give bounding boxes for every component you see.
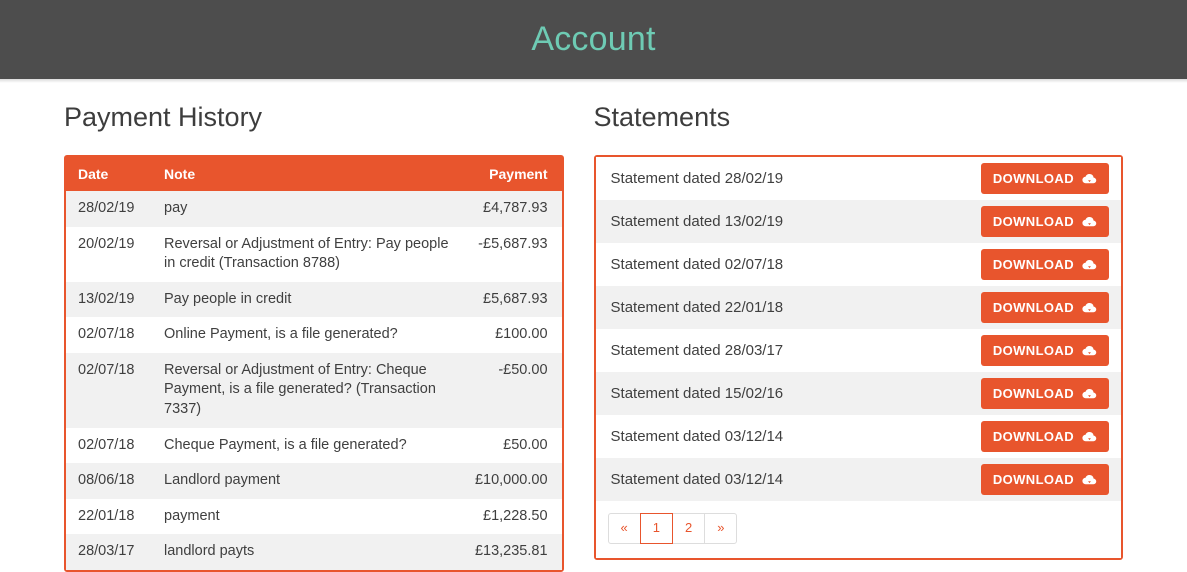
cloud-download-icon [1082,474,1097,486]
cell-date: 02/07/18 [78,361,135,378]
table-row [66,282,562,318]
cell-date: 08/06/18 [78,472,135,489]
pagination-page-2[interactable]: 2 [672,513,705,544]
pagination [596,501,1121,558]
table-row [66,317,562,353]
cell-payment: £4,787.93 [483,200,548,216]
statement-label: Statement dated 13/02/19 [610,213,784,230]
download-button-label: DOWNLOAD [992,386,1074,401]
cloud-download-icon [1082,431,1097,443]
payment-history-section [64,83,564,572]
download-button-label: DOWNLOAD [992,472,1074,487]
download-button[interactable] [981,464,1109,495]
payment-history-title: Payment History [64,102,263,132]
statements-section [594,83,1123,572]
download-button[interactable] [981,378,1109,409]
pagination-prev[interactable]: « [608,513,641,544]
table-row [66,191,562,227]
cell-note: Cheque Payment, is a file generated? [164,436,407,453]
cell-date: 20/02/19 [78,235,135,252]
page-title: Account [531,20,656,58]
statement-label: Statement dated 02/07/18 [610,256,784,273]
list-item [596,415,1121,458]
list-item [596,200,1121,243]
statement-label: Statement dated 22/01/18 [610,299,784,316]
download-button[interactable] [981,163,1109,194]
cell-payment: £1,228.50 [483,507,548,524]
cell-date: 28/02/19 [78,200,135,216]
cell-date: 13/02/19 [78,290,135,307]
main-content [0,83,1187,572]
download-button-label: DOWNLOAD [992,257,1074,272]
cell-payment: £13,235.81 [474,543,548,560]
download-button-label: DOWNLOAD [992,214,1074,229]
statement-label: Statement dated 03/12/14 [610,471,784,488]
cloud-download-icon [1082,345,1097,357]
cell-note: Reversal or Adjustment of Entry: Cheque Payment, is a file generated? (Transaction 7337) [164,361,436,417]
download-button[interactable] [981,421,1109,452]
table-row [66,534,562,570]
statements-title: Statements [593,102,731,132]
statement-label: Statement dated 28/03/17 [610,342,784,359]
cell-date: 02/07/18 [78,436,135,453]
column-header-note: Note [152,157,463,191]
cell-note: payment [164,507,220,524]
download-button-label: DOWNLOAD [992,300,1074,315]
cloud-download-icon [1082,216,1097,228]
cell-note: Online Payment, is a file generated? [164,326,398,343]
cell-note: Pay people in credit [164,290,292,307]
list-item [596,157,1121,200]
cloud-download-icon [1082,259,1097,271]
payment-history-table-wrapper [64,155,564,572]
table-row [66,353,562,428]
table-header-row [66,157,562,191]
download-button[interactable] [981,292,1109,323]
cell-payment: £10,000.00 [474,472,548,489]
cell-note: landlord payts [164,543,255,560]
download-button[interactable] [981,206,1109,237]
pagination-page-1[interactable]: 1 [640,513,673,544]
statement-label: Statement dated 28/02/19 [610,170,784,187]
list-item [596,243,1121,286]
download-button-label: DOWNLOAD [992,171,1074,186]
table-row [66,463,562,499]
download-button[interactable] [981,249,1109,280]
download-button-label: DOWNLOAD [992,343,1074,358]
cloud-download-icon [1082,388,1097,400]
cell-payment: £5,687.93 [483,290,548,307]
cell-note: Landlord payment [164,472,281,489]
list-item [596,458,1121,501]
cloud-download-icon [1082,302,1097,314]
cell-payment: -£50.00 [498,361,548,378]
column-header-payment: Payment [463,157,562,191]
cell-note: Reversal or Adjustment of Entry: Pay people in credit (Transaction 8788) [164,235,449,272]
statement-label: Statement dated 03/12/14 [610,428,784,445]
download-button[interactable] [981,335,1109,366]
download-button-label: DOWNLOAD [992,429,1074,444]
cloud-download-icon [1082,173,1097,185]
cell-date: 02/07/18 [78,326,135,343]
table-row [66,227,562,282]
list-item [596,286,1121,329]
cell-payment: -£5,687.93 [478,235,548,252]
cell-date: 22/01/18 [78,507,135,524]
table-row [66,499,562,535]
list-item [596,329,1121,372]
cell-payment: £100.00 [495,326,548,343]
cell-date: 28/03/17 [78,543,135,560]
cell-note: pay [164,200,188,216]
statements-panel [594,155,1123,560]
cell-payment: £50.00 [503,436,548,453]
pagination-next[interactable]: » [704,513,737,544]
table-row [66,428,562,464]
list-item [596,372,1121,415]
column-header-date: Date [66,157,152,191]
statement-label: Statement dated 15/02/16 [610,385,784,402]
payment-history-body [66,191,562,570]
page-header [0,0,1187,79]
payment-history-head [66,157,562,191]
payment-history-table [66,157,562,570]
